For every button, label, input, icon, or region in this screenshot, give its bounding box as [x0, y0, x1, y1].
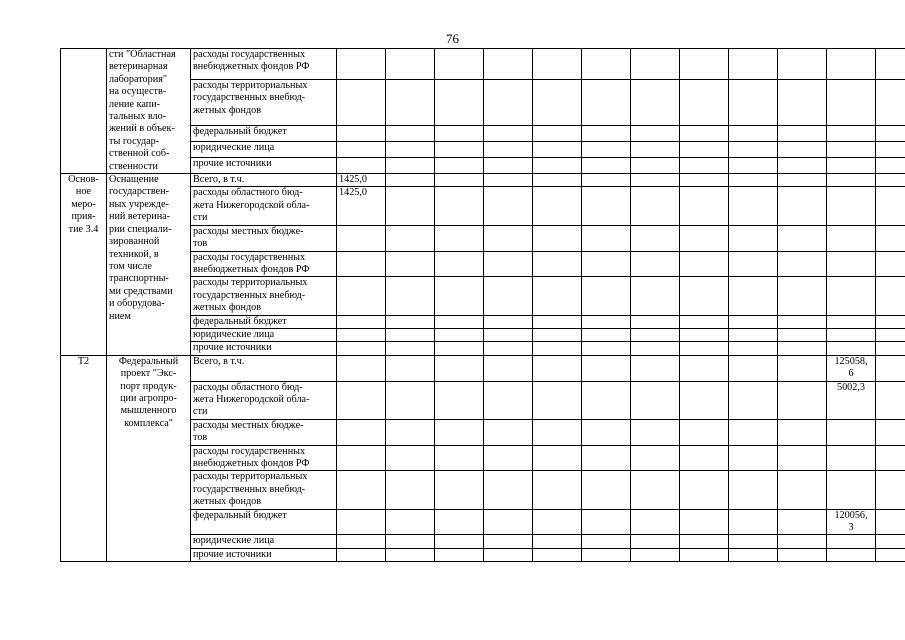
empty-value-cell	[680, 187, 729, 225]
empty-value-cell	[582, 277, 631, 315]
funding-source-cell: юридические лица	[191, 535, 337, 548]
empty-value-cell	[680, 277, 729, 315]
empty-value-cell	[680, 509, 729, 535]
empty-value-cell	[386, 445, 435, 471]
empty-value-cell	[680, 355, 729, 381]
empty-value-cell	[729, 471, 778, 509]
empty-value-cell	[631, 535, 680, 548]
empty-value-cell	[386, 251, 435, 277]
empty-value-cell	[631, 342, 680, 355]
budget-table	[60, 48, 905, 562]
empty-value-cell	[631, 79, 680, 125]
funding-source-cell: юридические лица	[191, 141, 337, 157]
empty-value-cell	[729, 79, 778, 125]
empty-value-cell	[386, 125, 435, 141]
empty-value-cell	[533, 381, 582, 419]
empty-value-cell	[729, 328, 778, 341]
empty-value-cell	[582, 141, 631, 157]
empty-value-cell	[876, 79, 905, 125]
empty-value-cell	[533, 355, 582, 381]
empty-value-cell	[729, 141, 778, 157]
empty-value-cell	[680, 79, 729, 125]
empty-value-cell	[729, 419, 778, 445]
empty-value-cell	[435, 381, 484, 419]
empty-value-cell	[631, 509, 680, 535]
empty-value-cell	[484, 342, 533, 355]
empty-value-cell	[582, 225, 631, 251]
value-cell-col11	[827, 328, 876, 341]
empty-value-cell	[386, 342, 435, 355]
empty-value-cell	[533, 125, 582, 141]
empty-value-cell	[582, 342, 631, 355]
empty-value-cell	[631, 548, 680, 561]
empty-value-cell	[386, 187, 435, 225]
value-cell-col1	[337, 125, 386, 141]
funding-source-cell: расходы областного бюд- жета Нижегородской обла- сти	[191, 187, 337, 225]
empty-value-cell	[876, 157, 905, 173]
empty-value-cell	[876, 141, 905, 157]
empty-value-cell	[582, 187, 631, 225]
funding-source-cell: прочие источники	[191, 548, 337, 561]
empty-value-cell	[680, 141, 729, 157]
empty-value-cell	[484, 509, 533, 535]
value-cell-col1	[337, 548, 386, 561]
empty-value-cell	[729, 125, 778, 141]
empty-value-cell	[778, 381, 827, 419]
funding-source-cell: юридические лица	[191, 328, 337, 341]
empty-value-cell	[435, 355, 484, 381]
value-cell-col11	[827, 342, 876, 355]
empty-value-cell	[778, 141, 827, 157]
empty-value-cell	[533, 509, 582, 535]
empty-value-cell	[876, 174, 905, 187]
empty-value-cell	[484, 157, 533, 173]
value-cell-col11	[827, 315, 876, 328]
empty-value-cell	[631, 381, 680, 419]
empty-value-cell	[386, 277, 435, 315]
empty-value-cell	[386, 509, 435, 535]
value-cell-col11: 5002,3	[827, 381, 876, 419]
empty-value-cell	[582, 355, 631, 381]
empty-value-cell	[729, 548, 778, 561]
empty-value-cell	[876, 355, 905, 381]
empty-value-cell	[729, 187, 778, 225]
empty-value-cell	[582, 125, 631, 141]
empty-value-cell	[533, 328, 582, 341]
empty-value-cell	[533, 342, 582, 355]
empty-value-cell	[631, 251, 680, 277]
empty-value-cell	[484, 251, 533, 277]
empty-value-cell	[729, 225, 778, 251]
empty-value-cell	[876, 225, 905, 251]
empty-value-cell	[876, 251, 905, 277]
empty-value-cell	[386, 328, 435, 341]
empty-value-cell	[631, 277, 680, 315]
empty-value-cell	[778, 277, 827, 315]
empty-value-cell	[435, 471, 484, 509]
measure-code-cell: Т2	[61, 355, 107, 562]
empty-value-cell	[582, 548, 631, 561]
empty-value-cell	[876, 509, 905, 535]
empty-value-cell	[729, 342, 778, 355]
empty-value-cell	[680, 471, 729, 509]
empty-value-cell	[386, 157, 435, 173]
empty-value-cell	[778, 342, 827, 355]
empty-value-cell	[435, 315, 484, 328]
value-cell-col1	[337, 49, 386, 80]
value-cell-col11: 120056, 3	[827, 509, 876, 535]
empty-value-cell	[582, 79, 631, 125]
table-row	[61, 355, 905, 381]
value-cell-col1	[337, 342, 386, 355]
empty-value-cell	[484, 174, 533, 187]
measure-code-cell: Основ- ное меро- прия- тие 3.4	[61, 174, 107, 356]
empty-value-cell	[631, 49, 680, 80]
empty-value-cell	[386, 174, 435, 187]
empty-value-cell	[533, 79, 582, 125]
empty-value-cell	[729, 277, 778, 315]
empty-value-cell	[778, 509, 827, 535]
empty-value-cell	[533, 157, 582, 173]
value-cell-col1	[337, 79, 386, 125]
empty-value-cell	[876, 49, 905, 80]
table-body	[61, 49, 905, 562]
empty-value-cell	[778, 328, 827, 341]
empty-value-cell	[435, 445, 484, 471]
funding-source-cell: расходы местных бюдже- тов	[191, 225, 337, 251]
empty-value-cell	[582, 157, 631, 173]
empty-value-cell	[484, 381, 533, 419]
value-cell-col1: 1425,0	[337, 187, 386, 225]
funding-source-cell: расходы государственных внебюджетных фондов РФ	[191, 49, 337, 80]
empty-value-cell	[533, 445, 582, 471]
measure-name-cell: Федеральный проект "Экс- порт продук- ции агропро- мышленного комплекса"	[107, 355, 191, 562]
empty-value-cell	[435, 225, 484, 251]
empty-value-cell	[582, 471, 631, 509]
empty-value-cell	[435, 535, 484, 548]
empty-value-cell	[778, 225, 827, 251]
empty-value-cell	[729, 509, 778, 535]
empty-value-cell	[876, 187, 905, 225]
empty-value-cell	[582, 381, 631, 419]
empty-value-cell	[729, 315, 778, 328]
empty-value-cell	[631, 157, 680, 173]
value-cell-col11	[827, 79, 876, 125]
empty-value-cell	[680, 535, 729, 548]
empty-value-cell	[631, 445, 680, 471]
value-cell-col1	[337, 277, 386, 315]
empty-value-cell	[582, 419, 631, 445]
value-cell-col11	[827, 419, 876, 445]
empty-value-cell	[435, 49, 484, 80]
empty-value-cell	[582, 509, 631, 535]
empty-value-cell	[729, 535, 778, 548]
empty-value-cell	[484, 315, 533, 328]
empty-value-cell	[386, 141, 435, 157]
funding-source-cell: федеральный бюджет	[191, 315, 337, 328]
empty-value-cell	[631, 419, 680, 445]
empty-value-cell	[778, 445, 827, 471]
empty-value-cell	[435, 251, 484, 277]
value-cell-col1	[337, 157, 386, 173]
empty-value-cell	[533, 548, 582, 561]
empty-value-cell	[484, 141, 533, 157]
empty-value-cell	[680, 381, 729, 419]
value-cell-col11	[827, 174, 876, 187]
empty-value-cell	[484, 535, 533, 548]
value-cell-col11	[827, 141, 876, 157]
empty-value-cell	[631, 141, 680, 157]
empty-value-cell	[876, 445, 905, 471]
measure-name-cell: Оснащение государствен- ных учрежде- ний ветерина- рии специали- зированной техникой, в том числе транспортны- ми средствами и оборудова- нием	[107, 174, 191, 356]
empty-value-cell	[778, 187, 827, 225]
value-cell-col11: 125058, 6	[827, 355, 876, 381]
funding-source-cell: расходы территориальных государственных внебюд- жетных фондов	[191, 471, 337, 509]
empty-value-cell	[876, 277, 905, 315]
value-cell-col11	[827, 471, 876, 509]
empty-value-cell	[435, 79, 484, 125]
value-cell-col1	[337, 471, 386, 509]
empty-value-cell	[435, 125, 484, 141]
empty-value-cell	[484, 328, 533, 341]
empty-value-cell	[386, 49, 435, 80]
empty-value-cell	[386, 419, 435, 445]
empty-value-cell	[631, 125, 680, 141]
empty-value-cell	[386, 548, 435, 561]
value-cell-col11	[827, 445, 876, 471]
empty-value-cell	[386, 471, 435, 509]
funding-source-cell: расходы государственных внебюджетных фондов РФ	[191, 251, 337, 277]
empty-value-cell	[484, 277, 533, 315]
value-cell-col1: 1425,0	[337, 174, 386, 187]
funding-source-cell: расходы территориальных государственных внебюд- жетных фондов	[191, 277, 337, 315]
empty-value-cell	[533, 49, 582, 80]
funding-source-cell: расходы территориальных государственных внебюд- жетных фондов	[191, 79, 337, 125]
empty-value-cell	[729, 355, 778, 381]
value-cell-col1	[337, 251, 386, 277]
value-cell-col11	[827, 157, 876, 173]
value-cell-col11	[827, 251, 876, 277]
empty-value-cell	[631, 328, 680, 341]
empty-value-cell	[876, 419, 905, 445]
empty-value-cell	[876, 381, 905, 419]
empty-value-cell	[778, 251, 827, 277]
value-cell-col1	[337, 535, 386, 548]
value-cell-col1	[337, 355, 386, 381]
empty-value-cell	[582, 445, 631, 471]
value-cell-col1	[337, 328, 386, 341]
empty-value-cell	[435, 328, 484, 341]
empty-value-cell	[484, 225, 533, 251]
empty-value-cell	[533, 225, 582, 251]
empty-value-cell	[876, 125, 905, 141]
measure-name-cell: сти "Областная ветеринарная лаборатория" на осуществ- ление капи- тальных вло- жений в объек- ты государ- ственной соб- ственности	[107, 49, 191, 174]
empty-value-cell	[435, 174, 484, 187]
value-cell-col1	[337, 509, 386, 535]
empty-value-cell	[729, 381, 778, 419]
funding-source-cell: расходы областного бюд- жета Нижегородской обла- сти	[191, 381, 337, 419]
value-cell-col1	[337, 141, 386, 157]
empty-value-cell	[533, 174, 582, 187]
empty-value-cell	[778, 548, 827, 561]
empty-value-cell	[778, 174, 827, 187]
empty-value-cell	[778, 355, 827, 381]
value-cell-col11	[827, 125, 876, 141]
empty-value-cell	[533, 471, 582, 509]
value-cell-col11	[827, 225, 876, 251]
empty-value-cell	[484, 79, 533, 125]
empty-value-cell	[680, 315, 729, 328]
empty-value-cell	[435, 187, 484, 225]
empty-value-cell	[778, 419, 827, 445]
empty-value-cell	[582, 251, 631, 277]
empty-value-cell	[582, 535, 631, 548]
empty-value-cell	[582, 49, 631, 80]
empty-value-cell	[680, 174, 729, 187]
empty-value-cell	[876, 315, 905, 328]
empty-value-cell	[729, 157, 778, 173]
empty-value-cell	[435, 342, 484, 355]
empty-value-cell	[631, 225, 680, 251]
empty-value-cell	[484, 125, 533, 141]
empty-value-cell	[729, 445, 778, 471]
empty-value-cell	[778, 157, 827, 173]
empty-value-cell	[435, 277, 484, 315]
empty-value-cell	[631, 471, 680, 509]
empty-value-cell	[435, 548, 484, 561]
empty-value-cell	[680, 251, 729, 277]
empty-value-cell	[386, 79, 435, 125]
empty-value-cell	[386, 381, 435, 419]
table-row	[61, 174, 905, 187]
empty-value-cell	[533, 277, 582, 315]
empty-value-cell	[435, 419, 484, 445]
empty-value-cell	[729, 174, 778, 187]
empty-value-cell	[484, 445, 533, 471]
empty-value-cell	[729, 49, 778, 80]
empty-value-cell	[631, 174, 680, 187]
empty-value-cell	[435, 141, 484, 157]
empty-value-cell	[582, 315, 631, 328]
empty-value-cell	[533, 419, 582, 445]
empty-value-cell	[484, 187, 533, 225]
empty-value-cell	[484, 355, 533, 381]
empty-value-cell	[484, 471, 533, 509]
value-cell-col11	[827, 535, 876, 548]
value-cell-col11	[827, 187, 876, 225]
empty-value-cell	[533, 141, 582, 157]
funding-source-cell: Всего, в т.ч.	[191, 355, 337, 381]
empty-value-cell	[680, 419, 729, 445]
funding-source-cell: федеральный бюджет	[191, 509, 337, 535]
value-cell-col11	[827, 277, 876, 315]
empty-value-cell	[680, 548, 729, 561]
empty-value-cell	[435, 157, 484, 173]
empty-value-cell	[680, 49, 729, 80]
empty-value-cell	[386, 355, 435, 381]
empty-value-cell	[631, 315, 680, 328]
funding-source-cell: прочие источники	[191, 342, 337, 355]
empty-value-cell	[435, 509, 484, 535]
value-cell-col1	[337, 381, 386, 419]
empty-value-cell	[484, 419, 533, 445]
empty-value-cell	[631, 355, 680, 381]
empty-value-cell	[631, 187, 680, 225]
empty-value-cell	[778, 49, 827, 80]
empty-value-cell	[778, 315, 827, 328]
empty-value-cell	[484, 548, 533, 561]
funding-source-cell: Всего, в т.ч.	[191, 174, 337, 187]
value-cell-col1	[337, 445, 386, 471]
page-number: 76	[446, 31, 459, 46]
empty-value-cell	[386, 535, 435, 548]
empty-value-cell	[533, 187, 582, 225]
empty-value-cell	[533, 251, 582, 277]
value-cell-col11	[827, 49, 876, 80]
value-cell-col11	[827, 548, 876, 561]
empty-value-cell	[876, 548, 905, 561]
empty-value-cell	[582, 328, 631, 341]
empty-value-cell	[680, 225, 729, 251]
funding-source-cell: прочие источники	[191, 157, 337, 173]
funding-source-cell: расходы государственных внебюджетных фондов РФ	[191, 445, 337, 471]
empty-value-cell	[778, 125, 827, 141]
table-row	[61, 49, 905, 80]
empty-value-cell	[876, 471, 905, 509]
empty-value-cell	[778, 471, 827, 509]
empty-value-cell	[778, 535, 827, 548]
empty-value-cell	[778, 79, 827, 125]
empty-value-cell	[533, 535, 582, 548]
empty-value-cell	[582, 174, 631, 187]
funding-source-cell: расходы местных бюдже- тов	[191, 419, 337, 445]
empty-value-cell	[533, 315, 582, 328]
value-cell-col1	[337, 419, 386, 445]
empty-value-cell	[680, 125, 729, 141]
funding-source-cell: федеральный бюджет	[191, 125, 337, 141]
empty-value-cell	[680, 157, 729, 173]
empty-value-cell	[729, 251, 778, 277]
value-cell-col1	[337, 315, 386, 328]
empty-value-cell	[680, 328, 729, 341]
empty-value-cell	[876, 535, 905, 548]
empty-value-cell	[484, 49, 533, 80]
empty-value-cell	[386, 315, 435, 328]
measure-code-cell	[61, 49, 107, 174]
empty-value-cell	[876, 328, 905, 341]
value-cell-col1	[337, 225, 386, 251]
empty-value-cell	[876, 342, 905, 355]
empty-value-cell	[680, 342, 729, 355]
empty-value-cell	[680, 445, 729, 471]
empty-value-cell	[386, 225, 435, 251]
